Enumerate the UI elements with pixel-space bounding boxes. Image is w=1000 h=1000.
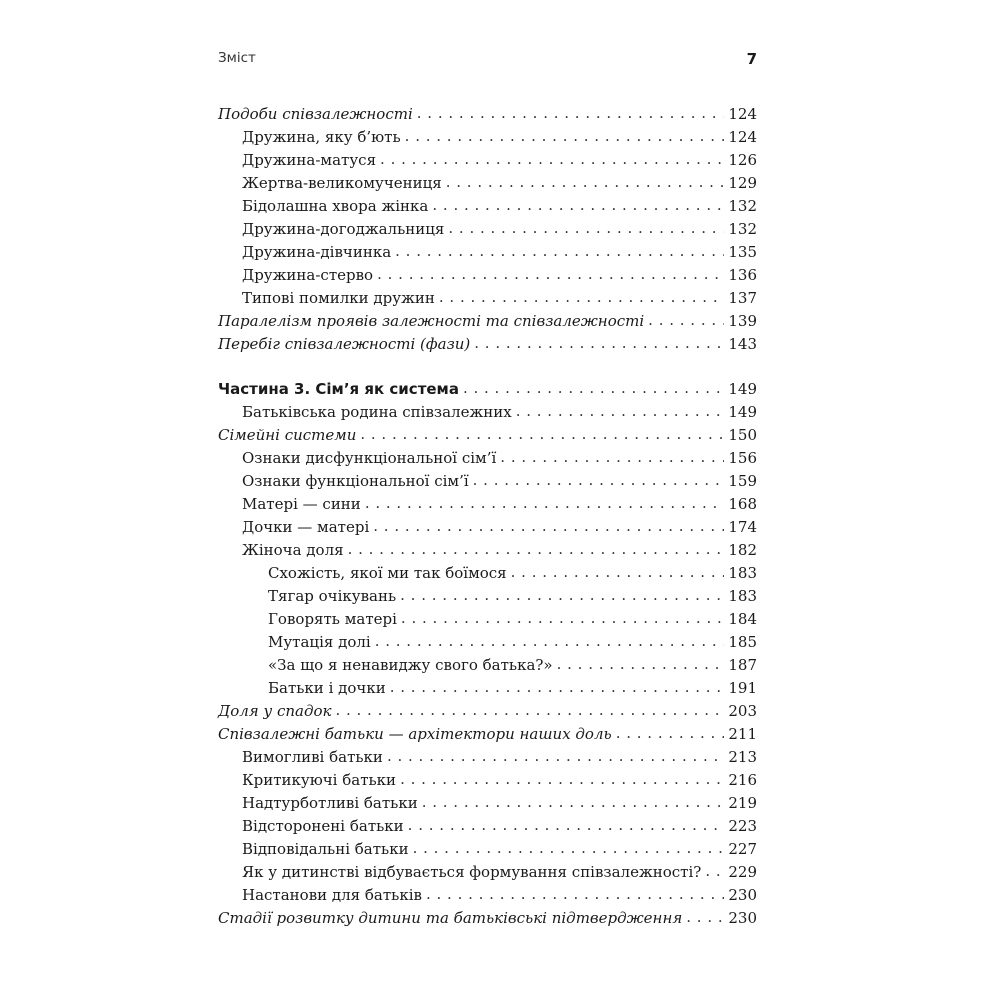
- toc-entry-page: 143: [728, 335, 757, 353]
- toc-entry: [218, 700, 757, 723]
- toc-entry-title: Дочки — матері: [242, 518, 370, 536]
- toc-entry-page: 149: [728, 403, 757, 421]
- toc-entry: [218, 287, 757, 310]
- toc-entry-title: Тягар очікувань: [268, 587, 397, 605]
- dot-leader: [705, 860, 724, 883]
- table-of-contents: [218, 103, 757, 930]
- dot-leader: [360, 423, 724, 446]
- toc-entry-title: Настанови для батьків: [242, 886, 422, 904]
- dot-leader: [417, 102, 725, 125]
- toc-entry-page: 230: [728, 909, 757, 927]
- toc-entry-page: 136: [728, 266, 757, 284]
- toc-entry-title: Ознаки дисфункціональної сім’ї: [242, 449, 497, 467]
- toc-entry-title: Мутація долі: [268, 633, 371, 651]
- dot-leader: [365, 492, 725, 515]
- toc-entry-title: Типові помилки дружин: [242, 289, 435, 307]
- dot-leader: [408, 814, 725, 837]
- toc-entry-title: Дружина-догоджальниця: [242, 220, 445, 238]
- toc-entry-title: Перебіг співзалежності (фази): [218, 335, 471, 353]
- dot-leader: [375, 630, 725, 653]
- toc-entry-title: Дружина-матуся: [242, 151, 377, 169]
- toc-entry: [218, 631, 757, 654]
- toc-entry: [218, 424, 757, 447]
- dot-leader: [473, 469, 725, 492]
- toc-entry-title: Ознаки функціональної сім’ї: [242, 472, 469, 490]
- toc-entry-page: 150: [728, 426, 757, 444]
- toc-entry: [218, 539, 757, 562]
- dot-leader: [348, 538, 725, 561]
- toc-entry-title: Батьки і дочки: [268, 679, 386, 697]
- toc-entry-title: Жертва-великомучениця: [242, 174, 442, 192]
- toc-entry-page: 184: [728, 610, 757, 628]
- toc-entry-title: Паралелізм проявів залежності та співзалежності: [218, 312, 645, 330]
- toc-entry-page: 132: [728, 197, 757, 215]
- toc-entry: [218, 861, 757, 884]
- toc-entry: [218, 172, 757, 195]
- dot-leader: [401, 607, 724, 630]
- toc-entry: [218, 149, 757, 172]
- toc-entry-page: 191: [728, 679, 757, 697]
- toc-entry-page: 223: [728, 817, 757, 835]
- dot-leader: [422, 791, 725, 814]
- toc-entry: [218, 103, 757, 126]
- toc-entry-title: Доля у спадок: [218, 702, 332, 720]
- toc-entry-title: Дружина-дівчинка: [242, 243, 392, 261]
- toc-entry-title: Критикуючі батьки: [242, 771, 397, 789]
- toc-entry-page: 219: [728, 794, 757, 812]
- toc-entry: [218, 608, 757, 631]
- toc-entry: [218, 470, 757, 493]
- toc-entry-title: Схожість, якої ми так боїмося: [268, 564, 507, 582]
- toc-entry-page: 227: [728, 840, 757, 858]
- toc-entry-page: 230: [728, 886, 757, 904]
- dot-leader: [390, 676, 725, 699]
- toc-entry-page: 137: [728, 289, 757, 307]
- dot-leader: [500, 446, 724, 469]
- toc-entry: [218, 585, 757, 608]
- page-header: [218, 50, 757, 74]
- dot-leader: [426, 883, 724, 906]
- toc-entry-page: 213: [728, 748, 757, 766]
- dot-leader: [395, 240, 724, 263]
- toc-entry: [218, 310, 757, 333]
- toc-entry: [218, 218, 757, 241]
- toc-entry-title: «За що я ненавиджу свого батька?»: [268, 656, 553, 674]
- toc-entry-title: Дружина, яку б’ють: [242, 128, 401, 146]
- toc-entry-page: 216: [728, 771, 757, 789]
- toc-entry: [218, 815, 757, 838]
- toc-entry-page: 159: [728, 472, 757, 490]
- toc-entry-title: Подоби співзалежності: [218, 105, 413, 123]
- dot-leader: [432, 194, 724, 217]
- toc-entry-page: 183: [728, 564, 757, 582]
- dot-leader: [686, 906, 724, 929]
- toc-entry: [218, 333, 757, 356]
- dot-leader: [648, 309, 724, 332]
- toc-entry-title: Жіноча доля: [242, 541, 344, 559]
- dot-leader: [400, 768, 724, 791]
- toc-entry-title: Матері — сини: [242, 495, 361, 513]
- toc-entry: [218, 126, 757, 149]
- toc-entry-page: 187: [728, 656, 757, 674]
- page-number: 7: [746, 50, 757, 68]
- toc-entry-page: 174: [728, 518, 757, 536]
- dot-leader: [557, 653, 725, 676]
- dot-leader: [474, 332, 724, 355]
- running-title: Зміст: [218, 50, 256, 66]
- dot-leader: [413, 837, 725, 860]
- toc-entry: [218, 746, 757, 769]
- toc-entry-title: Відповідальні батьки: [242, 840, 409, 858]
- toc-entry-title: Частина 3. Сім’я як система: [218, 380, 459, 398]
- dot-leader: [616, 722, 725, 745]
- dot-leader: [446, 171, 725, 194]
- toc-entry-page: 124: [728, 105, 757, 123]
- toc-entry-title: Як у дитинстві відбувається формування співзалежності?: [242, 863, 702, 881]
- toc-entry-title: Відсторонені батьки: [242, 817, 404, 835]
- toc-entry-title: Дружина-стерво: [242, 266, 374, 284]
- toc-entry: [218, 493, 757, 516]
- toc-entry-title: Бідолашна хвора жінка: [242, 197, 429, 215]
- dot-leader: [377, 263, 724, 286]
- toc-entry-page: 124: [728, 128, 757, 146]
- toc-entry-page: 135: [728, 243, 757, 261]
- toc-entry: [218, 792, 757, 815]
- dot-leader: [380, 148, 724, 171]
- toc-entry: [218, 884, 757, 907]
- dot-leader: [400, 584, 724, 607]
- dot-leader: [405, 125, 725, 148]
- toc-entry-page: 129: [728, 174, 757, 192]
- toc-entry-page: 229: [728, 863, 757, 881]
- toc-entry: [218, 769, 757, 792]
- dot-leader: [516, 400, 725, 423]
- toc-entry-title: Співзалежні батьки — архітектори наших доль: [218, 725, 612, 743]
- toc-entry: [218, 677, 757, 700]
- toc-entry: [218, 241, 757, 264]
- toc-entry-page: 132: [728, 220, 757, 238]
- toc-entry-title: Говорять матері: [268, 610, 397, 628]
- dot-leader: [439, 286, 724, 309]
- toc-entry-page: 126: [728, 151, 757, 169]
- toc-entry: [218, 838, 757, 861]
- toc-entry: [218, 195, 757, 218]
- toc-entry-page: 156: [728, 449, 757, 467]
- toc-entry: [218, 723, 757, 746]
- toc-entry: [218, 654, 757, 677]
- dot-leader: [335, 699, 724, 722]
- dot-leader: [387, 745, 724, 768]
- toc-entry-page: 182: [728, 541, 757, 559]
- toc-entry-page: 183: [728, 587, 757, 605]
- toc-entry-page: 149: [728, 380, 757, 398]
- toc-entry-title: Надтурботливі батьки: [242, 794, 418, 812]
- toc-entry-page: 203: [728, 702, 757, 720]
- toc-entry: [218, 264, 757, 287]
- toc-entry: [218, 562, 757, 585]
- dot-leader: [463, 377, 724, 400]
- toc-entry-page: 168: [728, 495, 757, 513]
- toc-entry-title: Вимогливі батьки: [242, 748, 383, 766]
- dot-leader: [448, 217, 724, 240]
- toc-entry-title: Сімейні системи: [218, 426, 357, 444]
- toc-entry-page: 139: [728, 312, 757, 330]
- toc-entry: [218, 447, 757, 470]
- dot-leader: [511, 561, 725, 584]
- toc-entry: [218, 401, 757, 424]
- toc-entry: [218, 516, 757, 539]
- toc-entry-title: Батьківська родина співзалежних: [242, 403, 512, 421]
- toc-part-heading: [218, 378, 757, 401]
- toc-entry-title: Стадії розвитку дитини та батьківські підтвердження: [218, 909, 683, 927]
- toc-entry: [218, 907, 757, 930]
- toc-entry-page: 211: [728, 725, 757, 743]
- toc-entry-page: 185: [728, 633, 757, 651]
- dot-leader: [373, 515, 724, 538]
